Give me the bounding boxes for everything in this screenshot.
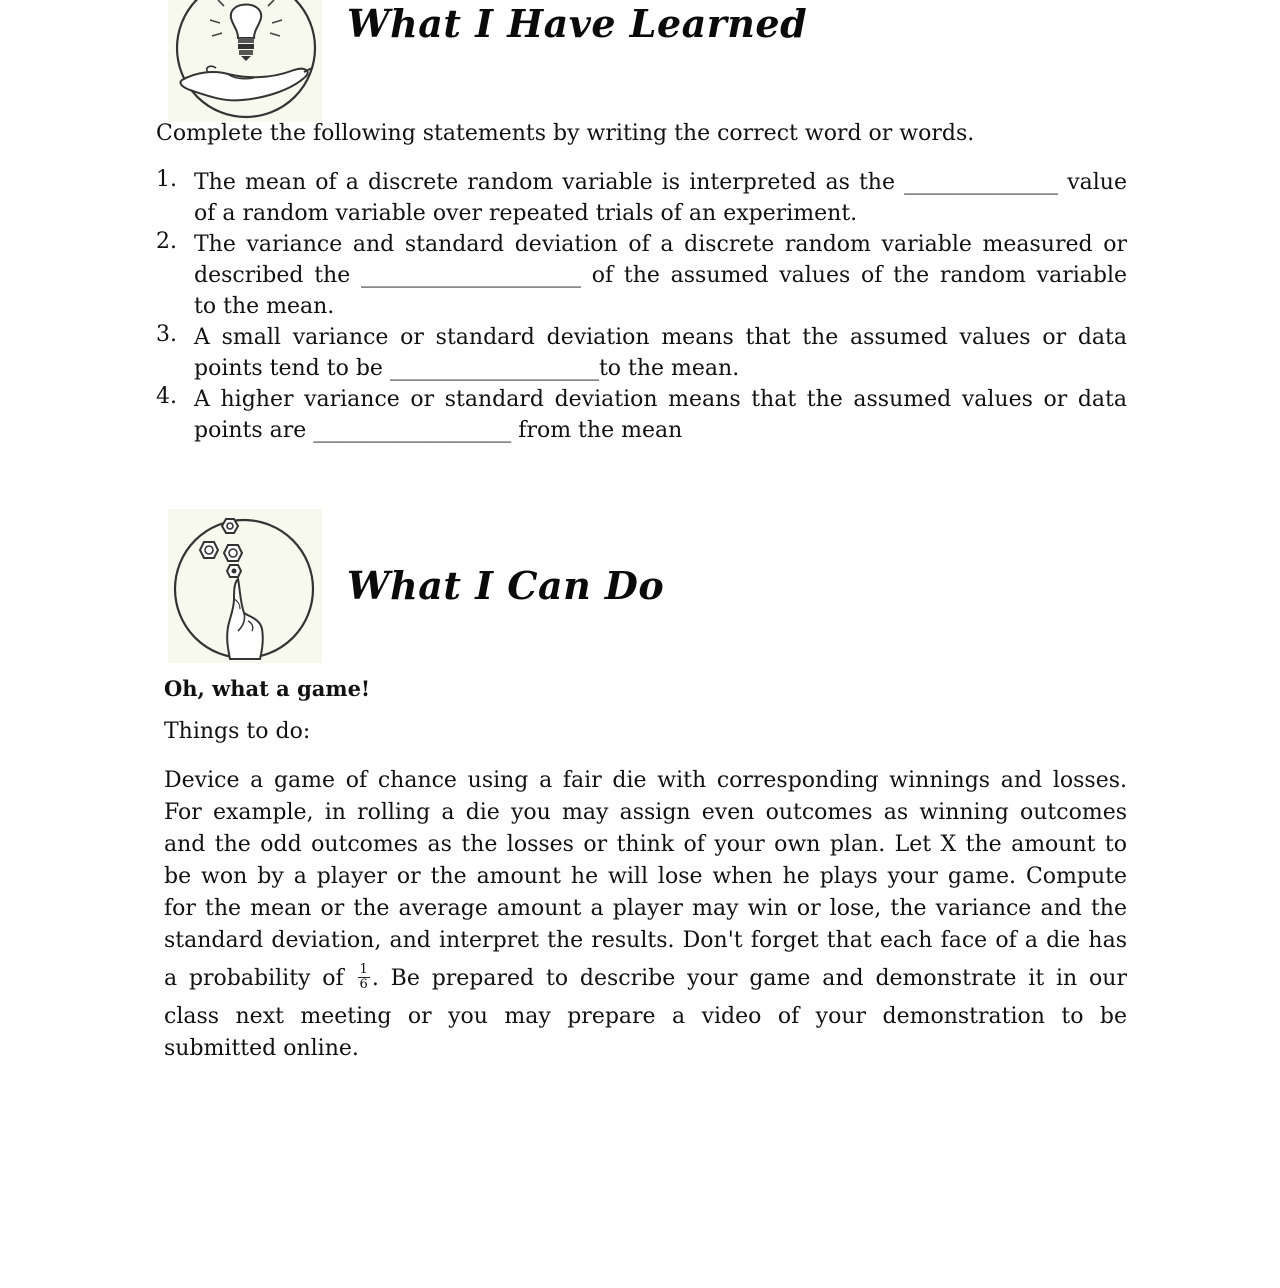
probability-prefix: a probability of [164,966,344,991]
statement-line: The mean of a discrete random variable is interpreted as the ______________ value [194,170,1127,195]
activity-title: Oh, what a game! [164,676,371,701]
paragraph-line: Device a game of chance using a fair die with corresponding winnings and losses. [164,768,1127,793]
item-number: 1. [156,167,177,192]
statement-line: A higher variance or standard deviation means that the assumed values or data [194,387,1127,412]
statement-line: points are __________________ from the mean [194,418,683,443]
item-number: 3. [156,322,177,347]
paragraph-line: and the odd outcomes as the losses or think of your own plan. Let X the amount to [164,832,1127,857]
statement-line: points tend to be ___________________to the mean. [194,356,740,381]
statement-line: described the ____________________ of the assumed values of the random variable [194,263,1127,288]
paragraph-line: class next meeting or you may prepare a video of your demonstration to be [164,1004,1127,1029]
instructions-text: Complete the following statements by writing the correct word or words. [156,121,975,146]
paragraph-line: for the mean or the average amount a player may win or lose, the variance and the [164,896,1127,921]
statement-line: A small variance or standard deviation means that the assumed values or data [194,325,1127,350]
section-title-what-i-have-learned: What I Have Learned [347,1,808,46]
paragraph-line: standard deviation, and interpret the results. Don't forget that each face of a die has [164,928,1127,953]
item-number: 4. [156,384,177,409]
hand-with-gears-icon [168,509,322,663]
statement-line: of a random variable over repeated trials of an experiment. [194,201,858,226]
fraction-denominator: 6 [359,976,368,992]
statement-line: to the mean. [194,294,335,319]
probability-line [164,957,1127,1001]
fill-in-statement-list [156,167,1127,446]
probability-suffix: . Be prepared to describe your game and demonstrate it in our [371,966,1127,991]
statement-item-1 [156,167,1127,229]
paragraph-line: submitted online. [164,1036,359,1061]
section-title-what-i-can-do: What I Can Do [347,563,665,608]
statement-item-4 [156,384,1127,446]
statement-line: The variance and standard deviation of a discrete random variable measured or [194,232,1127,257]
activity-description [164,765,1127,1065]
paragraph-line: For example, in rolling a die you may assign even outcomes as winning outcomes [164,800,1127,825]
lightbulb-in-hand-icon [168,0,322,122]
fraction-numerator: 1 [359,961,368,977]
item-number: 2. [156,229,177,254]
paragraph-line: be won by a player or the amount he will lose when he plays your game. Compute [164,864,1127,889]
one-sixth-fraction [358,963,370,992]
things-to-do-label: Things to do: [164,719,311,744]
statement-item-3 [156,322,1127,384]
statement-item-2 [156,229,1127,322]
